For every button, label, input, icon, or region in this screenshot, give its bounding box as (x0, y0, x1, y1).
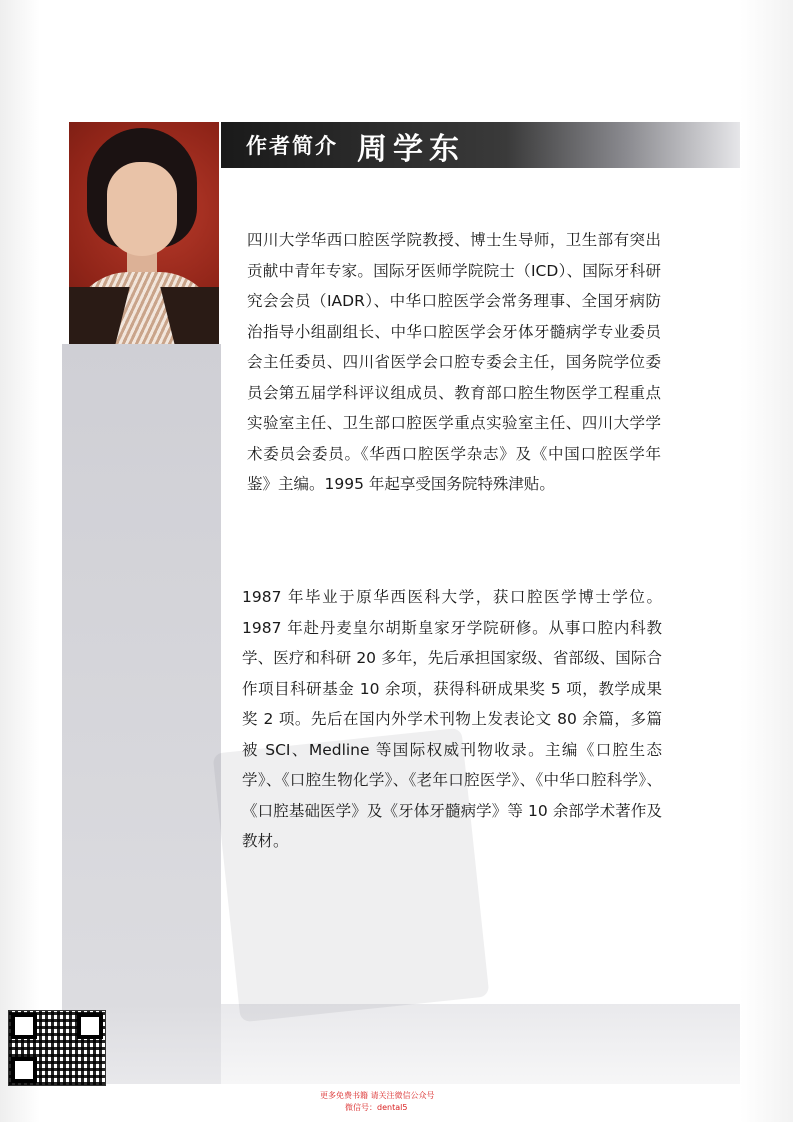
left-decorative-band (62, 344, 221, 1004)
author-name: 周学东 (357, 132, 465, 167)
qr-finder-top-left (11, 1013, 37, 1039)
author-portrait (69, 122, 219, 344)
qr-finder-bottom-left (11, 1057, 37, 1083)
footer-promo-line-1: 更多免费书籍 请关注微信公众号 (320, 1091, 435, 1100)
portrait-face (107, 162, 177, 256)
qr-finder-top-right (77, 1013, 103, 1039)
qr-code[interactable] (8, 1010, 106, 1086)
bio-paragraph-1: 四川大学华西口腔医学院教授、博士生导师，卫生部有突出贡献中青年专家。国际牙医师学院院士（ICD）、国际牙科研究会会员（IADR）、中华口腔医学会常务理事、全国牙病防治指导小组副组长、中华口腔医学会牙体牙髓病学专业委员会主任委员、四川省医学会口腔专委会主任，国务院学位委员会第五届学科评议组成员、教育部口腔生物医学工程重点实验室主任、卫生部口腔医学重点实验室主任、四川大学学术委员会委员。《华西口腔医学杂志》及《中国口腔医学年鉴》主编。1995 年起享受国务院特殊津贴。 (247, 231, 661, 493)
footer-promo-line-2: 微信号：dental5 (345, 1103, 408, 1112)
bio-paragraph-2: 1987 年毕业于原华西医科大学，获口腔医学博士学位。1987 年赴丹麦皇尔胡斯皇家牙学院研修。从事口腔内科教学、医疗和科研 20 多年，先后承担国家级、省部级、国际合作项目科研基金 10 余项，获得科研成果奖 5 项，教学成果奖 2 项。先后在国内外学术刊物上发表论文 80 余篇，多篇被 SCI、Medline 等国际权威刊物收录。主编《口腔生态学》、《口腔生物化学》、《老年口腔医学》、《中华口腔科学》、《口腔基础医学》及《牙体牙髓病学》等 10 余部学术著作及教材。 (242, 588, 662, 850)
section-label: 作者简介 (246, 133, 338, 158)
